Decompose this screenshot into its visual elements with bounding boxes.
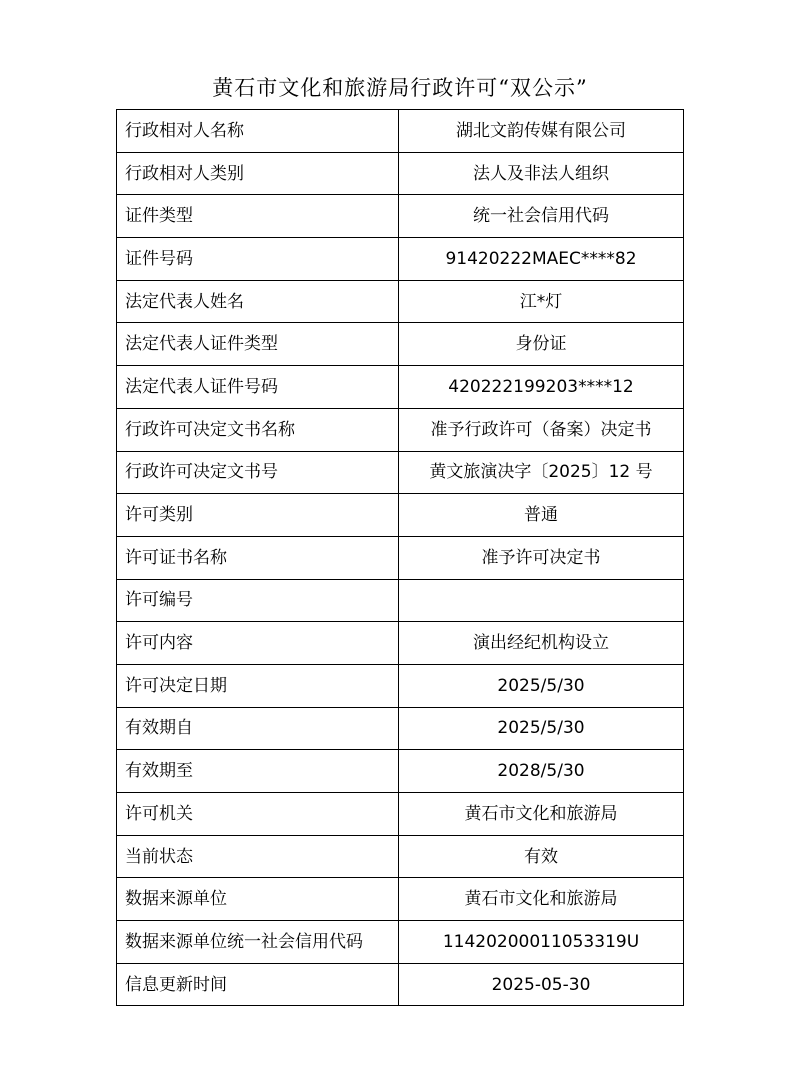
row-label: 法定代表人证件类型 bbox=[117, 323, 399, 366]
table-row bbox=[117, 664, 684, 707]
table-row bbox=[117, 408, 684, 451]
table-row bbox=[117, 536, 684, 579]
table-row bbox=[117, 963, 684, 1006]
row-value: 准予行政许可（备案）决定书 bbox=[399, 408, 684, 451]
row-label: 证件类型 bbox=[117, 195, 399, 238]
row-value: 法人及非法人组织 bbox=[399, 152, 684, 195]
table-row bbox=[117, 793, 684, 836]
row-label: 许可机关 bbox=[117, 793, 399, 836]
row-label: 当前状态 bbox=[117, 835, 399, 878]
row-label: 许可类别 bbox=[117, 494, 399, 537]
table-row bbox=[117, 110, 684, 153]
table-row bbox=[117, 835, 684, 878]
row-value: 2025/5/30 bbox=[399, 664, 684, 707]
row-label: 行政许可决定文书号 bbox=[117, 451, 399, 494]
row-label: 信息更新时间 bbox=[117, 963, 399, 1006]
row-label: 法定代表人姓名 bbox=[117, 280, 399, 323]
table-row bbox=[117, 451, 684, 494]
row-label: 有效期至 bbox=[117, 750, 399, 793]
row-label: 行政相对人类别 bbox=[117, 152, 399, 195]
row-value bbox=[399, 579, 684, 622]
row-label: 有效期自 bbox=[117, 707, 399, 750]
table-row bbox=[117, 878, 684, 921]
row-value: 统一社会信用代码 bbox=[399, 195, 684, 238]
row-label: 法定代表人证件号码 bbox=[117, 366, 399, 409]
table-row bbox=[117, 152, 684, 195]
table-row bbox=[117, 750, 684, 793]
row-value: 2028/5/30 bbox=[399, 750, 684, 793]
table-row bbox=[117, 579, 684, 622]
row-label: 数据来源单位 bbox=[117, 878, 399, 921]
row-label: 许可内容 bbox=[117, 622, 399, 665]
row-label: 行政相对人名称 bbox=[117, 110, 399, 153]
table-row bbox=[117, 323, 684, 366]
row-value: 2025/5/30 bbox=[399, 707, 684, 750]
row-value: 2025-05-30 bbox=[399, 963, 684, 1006]
table-row bbox=[117, 622, 684, 665]
document-title: 黄石市文化和旅游局行政许可“双公示” bbox=[212, 76, 588, 100]
table-row bbox=[117, 195, 684, 238]
table-row bbox=[117, 494, 684, 537]
row-value: 黄文旅演决字〔2025〕12 号 bbox=[399, 451, 684, 494]
row-label: 证件号码 bbox=[117, 238, 399, 281]
table-row bbox=[117, 238, 684, 281]
row-value: 黄石市文化和旅游局 bbox=[399, 793, 684, 836]
table-row bbox=[117, 366, 684, 409]
row-value: 420222199203****12 bbox=[399, 366, 684, 409]
row-value: 普通 bbox=[399, 494, 684, 537]
row-value: 11420200011053319U bbox=[399, 921, 684, 964]
row-value: 湖北文韵传媒有限公司 bbox=[399, 110, 684, 153]
row-value: 黄石市文化和旅游局 bbox=[399, 878, 684, 921]
disclosure-table bbox=[116, 109, 684, 1006]
table-row bbox=[117, 707, 684, 750]
table-row bbox=[117, 280, 684, 323]
row-label: 许可决定日期 bbox=[117, 664, 399, 707]
row-value: 91420222MAEC****82 bbox=[399, 238, 684, 281]
row-value: 有效 bbox=[399, 835, 684, 878]
row-label: 数据来源单位统一社会信用代码 bbox=[117, 921, 399, 964]
row-label: 许可编号 bbox=[117, 579, 399, 622]
row-label: 行政许可决定文书名称 bbox=[117, 408, 399, 451]
row-value: 演出经纪机构设立 bbox=[399, 622, 684, 665]
row-value: 江*灯 bbox=[399, 280, 684, 323]
row-label: 许可证书名称 bbox=[117, 536, 399, 579]
row-value: 身份证 bbox=[399, 323, 684, 366]
table-row bbox=[117, 921, 684, 964]
row-value: 准予许可决定书 bbox=[399, 536, 684, 579]
